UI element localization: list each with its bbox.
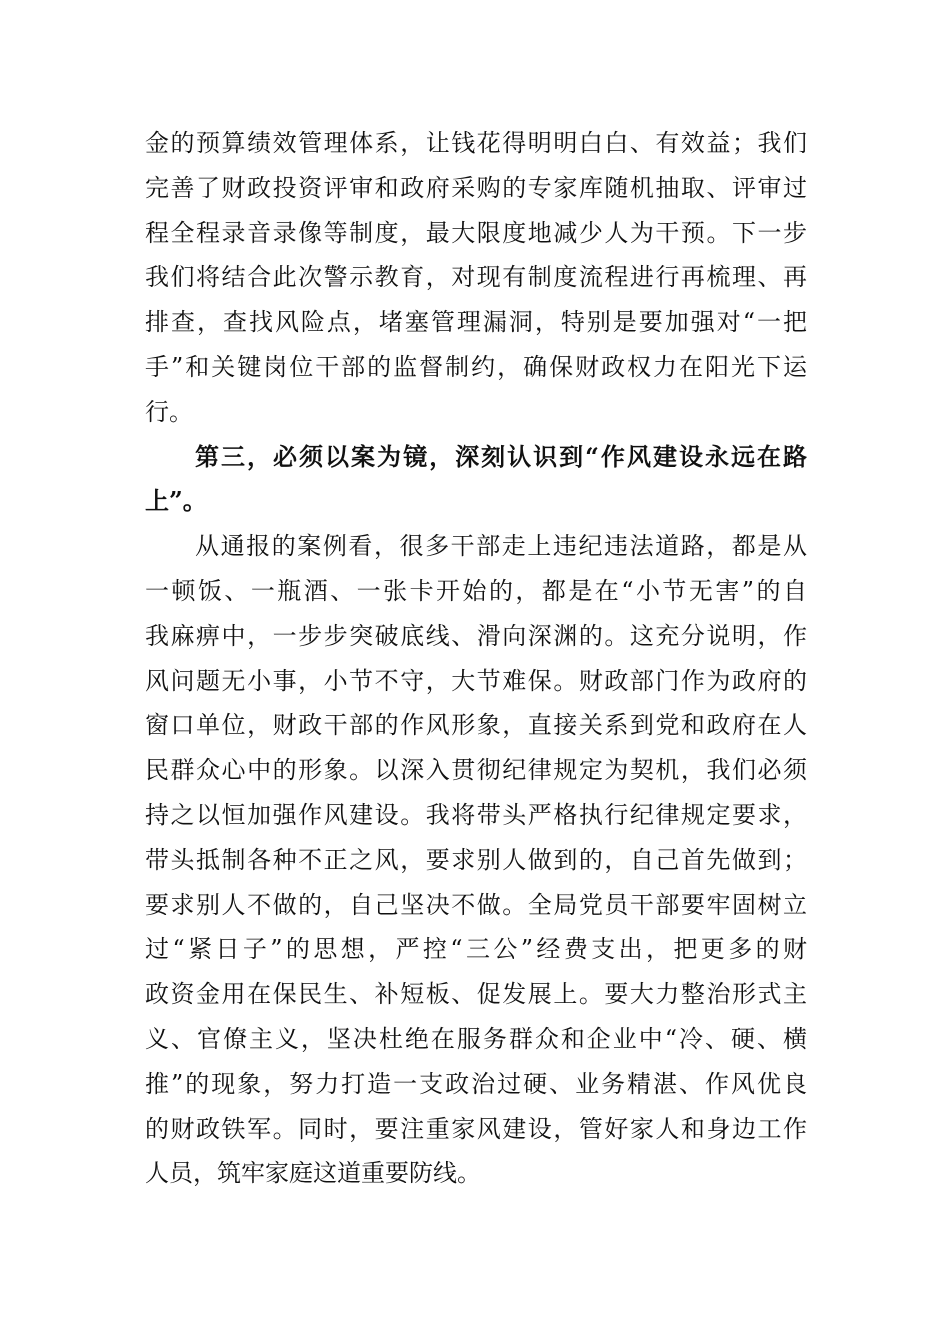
document-page [145, 121, 807, 1196]
text-line: 完善了财政投资评审和政府采购的专家库随机抽取、评审过 [145, 173, 807, 202]
text-line: 过“紧日子”的思想，严控“三公”经费支出，把更多的财 [145, 935, 807, 964]
text-line: 我们将结合此次警示教育，对现有制度流程进行再梳理、再 [145, 263, 807, 292]
text-line: 第三，必须以案为镜，深刻认识到“作风建设永远在路 [195, 441, 807, 471]
text-line: 一顿饭、一瓶酒、一张卡开始的，都是在“小节无害”的自 [145, 576, 807, 605]
text-line: 持之以恒加强作风建设。我将带头严格执行纪律规定要求， [145, 800, 807, 829]
text-line: 的财政铁军。同时，要注重家风建设，管好家人和身边工作 [145, 1114, 807, 1143]
text-line: 民群众心中的形象。以深入贯彻纪律规定为契机，我们必须 [145, 756, 807, 785]
body-paragraph [145, 524, 807, 1196]
text-line: 窗口单位，财政干部的作风形象，直接关系到党和政府在人 [145, 711, 807, 740]
text-line: 上”。 [145, 486, 207, 516]
text-line: 带头抵制各种不正之风，要求别人做到的，自己首先做到； [145, 845, 807, 874]
text-line: 义、官僚主义，坚决杜绝在服务群众和企业中“冷、硬、横 [145, 1024, 807, 1053]
text-line: 排查，查找风险点，堵塞管理漏洞，特别是要加强对“一把 [145, 308, 807, 337]
text-line: 行。 [145, 397, 193, 426]
text-line: 金的预算绩效管理体系，让钱花得明明白白、有效益；我们 [145, 129, 807, 157]
text-line: 政资金用在保民生、补短板、促发展上。要大力整治形式主 [145, 980, 807, 1009]
text-line: 风问题无小事，小节不守，大节难保。财政部门作为政府的 [145, 666, 807, 695]
text-line: 从通报的案例看，很多干部走上违纪违法道路，都是从 [195, 532, 807, 561]
text-line: 我麻痹中，一步步突破底线、滑向深渊的。这充分说明，作 [145, 621, 807, 650]
body-paragraph [145, 121, 807, 435]
text-line: 要求别人不做的，自己坚决不做。全局党员干部要牢固树立 [145, 890, 807, 919]
text-line: 程全程录音录像等制度，最大限度地减少人为干预。下一步 [145, 218, 807, 247]
text-line: 手”和关键岗位干部的监督制约，确保财政权力在阳光下运 [145, 352, 807, 381]
text-line: 推”的现象，努力打造一支政治过硬、业务精湛、作风优良 [145, 1069, 807, 1098]
section-heading [145, 435, 807, 525]
text-line: 人员，筑牢家庭这道重要防线。 [145, 1159, 481, 1188]
